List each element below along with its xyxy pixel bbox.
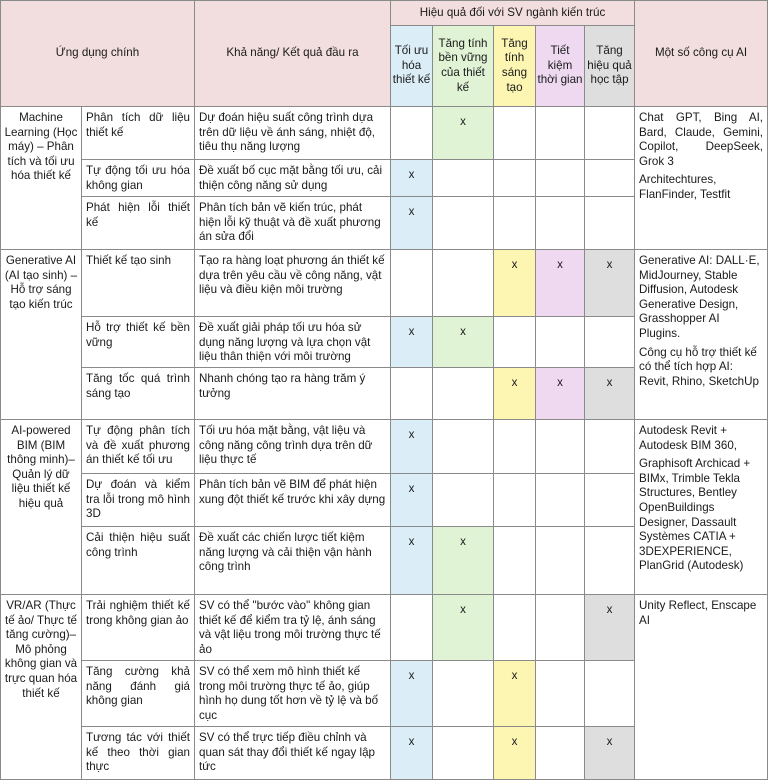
subheader-sustainability: Tăng tính bền vững của thiết kế: [433, 26, 494, 107]
application-cell: Phân tích dữ liệu thiết kế: [82, 107, 195, 160]
mark-creativity: [494, 197, 536, 250]
group-name-generative-ai: Generative AI (AI tạo sinh) – Hỗ trợ sáng tạo kiến trúc: [1, 250, 82, 420]
mark-optimize-design: x: [391, 474, 433, 527]
tools-line: Công cụ hỗ trợ thiết kế có thể tích hợp AI: Revit, Rhino, SketchUp: [639, 345, 759, 388]
application-cell: Cải thiện hiệu suất công trình: [82, 527, 195, 595]
mark-learning-efficiency: [585, 474, 635, 527]
mark-learning-efficiency: [585, 197, 635, 250]
tools-line: Graphisoft Archicad + BIMx, Trimble Tekla Structures, Bentley OpenBuildings Designer, Dassault Systèmes CATIA + 3DEXPERIENCE, PlanGrid (Autodesk): [639, 457, 751, 573]
mark-creativity: [494, 317, 536, 368]
mark-optimize-design: x: [391, 527, 433, 595]
mark-creativity: x: [494, 368, 536, 420]
subheader-creativity: Tăng tính sáng tạo: [494, 26, 536, 107]
application-cell: Trải nghiệm thiết kế trong không gian ảo: [82, 595, 195, 661]
application-cell: Phát hiện lỗi thiết kế: [82, 197, 195, 250]
result-cell: Phân tích bản vẽ BIM để phát hiện xung đột thiết kế trước khi xây dựng: [195, 474, 391, 527]
application-cell: Tự động tối ưu hóa không gian: [82, 160, 195, 197]
mark-sustainability: [433, 160, 494, 197]
application-cell: Hỗ trợ thiết kế bền vững: [82, 317, 195, 368]
mark-optimize-design: x: [391, 160, 433, 197]
mark-save-time: [536, 595, 585, 661]
mark-save-time: x: [536, 368, 585, 420]
tools-line: Chat GPT, Bing AI, Bard, Claude, Gemini, Copilot, DeepSeek, Grok 3: [639, 111, 764, 168]
header-effectiveness: Hiệu quả đối với SV ngành kiến trúc: [391, 1, 635, 26]
mark-optimize-design: [391, 368, 433, 420]
result-cell: Đề xuất giải pháp tối ưu hóa sử dụng năng lượng và lựa chọn vật liệu thân thiện với môi trường: [195, 317, 391, 368]
mark-save-time: [536, 474, 585, 527]
subheader-save-time: Tiết kiệm thời gian: [536, 26, 585, 107]
mark-sustainability: x: [433, 527, 494, 595]
mark-save-time: [536, 661, 585, 727]
mark-sustainability: [433, 368, 494, 420]
application-cell: Tăng tốc quá trình sáng tạo: [82, 368, 195, 420]
tools-machine-learning: [635, 107, 768, 250]
mark-save-time: [536, 160, 585, 197]
tools-line: Unity Reflect, Enscape AI: [639, 599, 757, 627]
application-cell: Thiết kế tạo sinh: [82, 250, 195, 317]
mark-optimize-design: [391, 595, 433, 661]
tools-line: Architechtures, FlanFinder, Testfit: [639, 173, 731, 201]
result-cell: Đề xuất các chiến lược tiết kiệm năng lượng và cải thiện vận hành công trình: [195, 527, 391, 595]
group-name-vr-ar: VR/AR (Thực tế ảo/ Thực tế tăng cường)– Mô phỏng không gian và trực quan hóa thiết kế: [1, 595, 82, 780]
mark-learning-efficiency: x: [585, 250, 635, 317]
tools-ai-powered-bim: [635, 420, 768, 595]
result-cell: Nhanh chóng tạo ra hàng trăm ý tưởng: [195, 368, 391, 420]
mark-optimize-design: x: [391, 661, 433, 727]
application-cell: Dự đoán và kiểm tra lỗi trong mô hình 3D: [82, 474, 195, 527]
result-cell: Tạo ra hàng loạt phương án thiết kế dựa trên yêu cầu về công năng, vật liệu và điều kiện môi trường: [195, 250, 391, 317]
application-cell: Tự động phân tích và đề xuất phương án thiết kế tối ưu: [82, 420, 195, 474]
mark-creativity: x: [494, 250, 536, 317]
mark-sustainability: [433, 474, 494, 527]
mark-creativity: [494, 420, 536, 474]
mark-creativity: x: [494, 661, 536, 727]
mark-sustainability: x: [433, 595, 494, 661]
tools-line: Autodesk Revit + Autodesk BIM 360,: [639, 424, 737, 452]
application-cell: Tăng cường khả năng đánh giá không gian: [82, 661, 195, 727]
subheader-learning-efficiency: Tăng hiệu quả học tập: [585, 26, 635, 107]
mark-sustainability: x: [433, 317, 494, 368]
mark-learning-efficiency: [585, 420, 635, 474]
mark-optimize-design: [391, 107, 433, 160]
mark-save-time: [536, 420, 585, 474]
mark-sustainability: [433, 727, 494, 780]
header-ai-tools: Một số công cụ AI: [635, 1, 768, 107]
mark-optimize-design: x: [391, 197, 433, 250]
result-cell: Dự đoán hiệu suất công trình dựa trên dữ liệu về ánh sáng, nhiệt độ, tiêu thụ năng lượng: [195, 107, 391, 160]
mark-optimize-design: [391, 250, 433, 317]
mark-learning-efficiency: x: [585, 727, 635, 780]
tools-vr-ar: [635, 595, 768, 780]
tools-generative-ai: [635, 250, 768, 420]
mark-creativity: [494, 595, 536, 661]
mark-optimize-design: x: [391, 727, 433, 780]
subheader-optimize-design: Tối ưu hóa thiết kế: [391, 26, 433, 107]
mark-sustainability: [433, 197, 494, 250]
mark-save-time: [536, 107, 585, 160]
mark-save-time: [536, 197, 585, 250]
tools-line: Generative AI: DALL·E, MidJourney, Stable Diffusion, Autodesk Generative Design, Grasshopper AI Plugins.: [639, 254, 760, 340]
mark-sustainability: [433, 420, 494, 474]
mark-sustainability: [433, 250, 494, 317]
mark-save-time: [536, 527, 585, 595]
mark-optimize-design: x: [391, 317, 433, 368]
mark-creativity: [494, 474, 536, 527]
mark-optimize-design: x: [391, 420, 433, 474]
mark-save-time: x: [536, 250, 585, 317]
mark-learning-efficiency: x: [585, 595, 635, 661]
mark-creativity: x: [494, 727, 536, 780]
result-cell: SV có thể xem mô hình thiết kế trong môi trường thực tế ảo, giúp hình họ dung tốt hơn về tỷ lệ và bố cục: [195, 661, 391, 727]
result-cell: Phân tích bản vẽ kiến trúc, phát hiện lỗi kỹ thuật và đề xuất phương án sửa đổi: [195, 197, 391, 250]
header-capability-result: Khả năng/ Kết quả đầu ra: [195, 1, 391, 107]
group-name-machine-learning: Machine Learning (Học máy) – Phân tích và tối ưu hóa thiết kế: [1, 107, 82, 250]
mark-creativity: [494, 160, 536, 197]
result-cell: Tối ưu hóa mặt bằng, vật liệu và công năng công trình dựa trên dữ liệu thực tế: [195, 420, 391, 474]
result-cell: Đề xuất bố cục mặt bằng tối ưu, cải thiện công năng sử dụng: [195, 160, 391, 197]
mark-learning-efficiency: [585, 107, 635, 160]
mark-save-time: [536, 317, 585, 368]
result-cell: SV có thể trực tiếp điều chỉnh và quan sát thay đổi thiết kế ngay lập tức: [195, 727, 391, 780]
mark-sustainability: x: [433, 107, 494, 160]
mark-creativity: [494, 107, 536, 160]
mark-creativity: [494, 527, 536, 595]
mark-save-time: [536, 727, 585, 780]
mark-learning-efficiency: x: [585, 368, 635, 420]
mark-learning-efficiency: [585, 527, 635, 595]
mark-learning-efficiency: [585, 661, 635, 727]
mark-sustainability: [433, 661, 494, 727]
mark-learning-efficiency: [585, 160, 635, 197]
group-name-ai-powered-bim: AI-powered BIM (BIM thông minh)– Quản lý dữ liệu thiết kế hiệu quả: [1, 420, 82, 595]
result-cell: SV có thể "bước vào" không gian thiết kế để kiểm tra tỷ lệ, ánh sáng và vật liệu trong môi trường thực tế ảo: [195, 595, 391, 661]
application-cell: Tương tác với thiết kế theo thời gian thực: [82, 727, 195, 780]
header-main-applications: Ứng dụng chính: [1, 1, 195, 107]
mark-learning-efficiency: [585, 317, 635, 368]
